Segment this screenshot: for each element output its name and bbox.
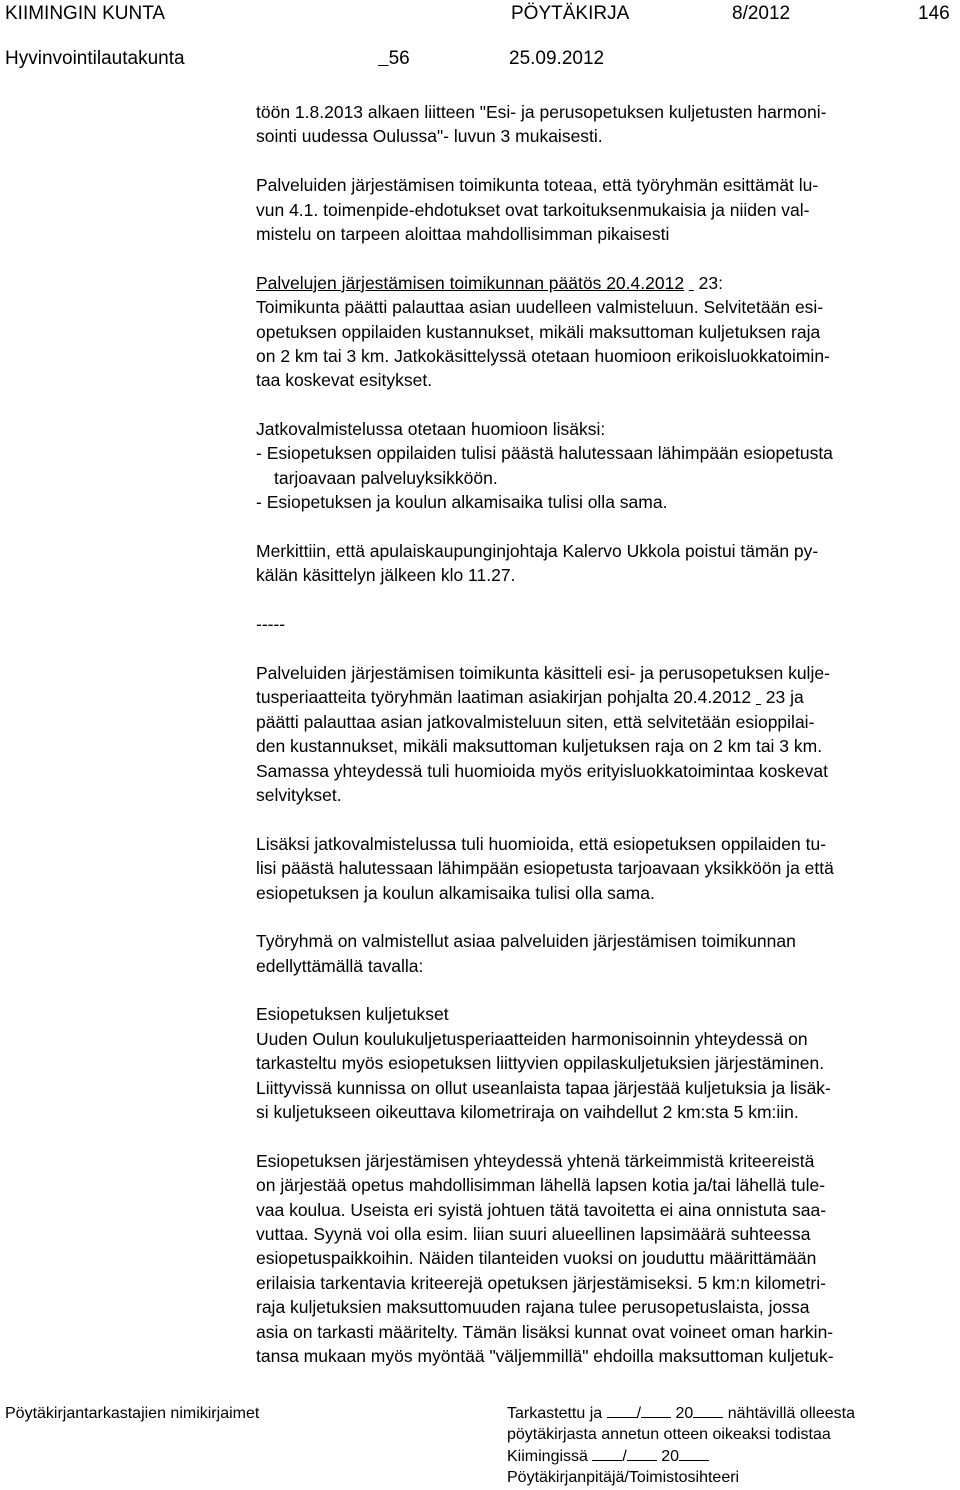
body-line: si kuljetukseen oikeuttava kilometriraja on vaihdellut 2 km:sta 5 km:iin. [256, 1102, 799, 1123]
footer-signatures: Pöytäkirjantarkastajien nimikirjaimet [5, 1405, 260, 1422]
body-line: mistelu on tarpeen aloittaa mahdollisimman pikaisesti [256, 223, 670, 244]
body-line: Esiopetuksen järjestämisen yhteydessä yhtenä tärkeimmistä kriteereistä [256, 1150, 815, 1171]
section-sign-icon [378, 48, 389, 69]
body-line: Liittyvissä kunnissa on ollut useanlaista tapaa järjestää kuljetuksia ja lisäk- [256, 1077, 831, 1098]
body-line: Palveluiden järjestämisen toimikunta käsitteli esi- ja perusopetuksen kulje- [256, 662, 830, 683]
section-number [378, 47, 410, 71]
body-line: on 2 km tai 3 km. Jatkokäsittelyssä otetaan huomioon erikoisluokkatoimin- [256, 345, 830, 366]
body-line: raja kuljetuksien maksuttomuuden rajana tulee perusopetuslaista, jossa [256, 1297, 810, 1318]
year-blank [693, 1403, 723, 1418]
month-blank [641, 1403, 671, 1418]
body-line: sointi uudessa Oulussa"- luvun 3 mukaisesti. [256, 126, 603, 147]
body-line: - Esiopetuksen ja koulun alkamisaika tulisi olla sama. [256, 492, 668, 513]
body-line-text: tusperiaatteita työryhmän laatiman asiakirjan pohjalta 20.4.2012 [256, 687, 752, 708]
body-line: opetuksen oppilaiden kustannukset, mikäli maksuttoman kuljetuksen raja [256, 321, 821, 342]
footer-line-2: pöytäkirjasta annetun otteen oikeaksi todistaa [507, 1426, 831, 1443]
month-blank [627, 1446, 657, 1461]
body-line: esiopetuspaikkoihin. Näiden tilanteiden vuoksi on jouduttu määrittämään [256, 1248, 817, 1269]
body-line: asia on tarkasti määritelty. Tämän lisäksi kunnat ovat voineet oman harkin- [256, 1321, 834, 1342]
separator: ----- [256, 614, 286, 635]
body-line: edellyttämällä tavalla: [256, 955, 424, 976]
document-type: PÖYTÄKIRJA [511, 3, 630, 24]
body-line: Merkittiin, että apulaiskaupunginjohtaja Kalervo Ukkola poistui tämän py- [256, 541, 819, 562]
decision-section: 23: [693, 272, 724, 293]
body-line: päätti palauttaa asian jatkovalmisteluun siten, että selvitetään esioppilai- [256, 711, 815, 732]
meeting-date: 25.09.2012 [509, 48, 605, 69]
section-number-value: 56 [388, 48, 410, 69]
body-line: taa koskevat esitykset. [256, 370, 433, 391]
day-blank [607, 1403, 637, 1418]
body-line: erilaisia tarkentavia kriteerejä opetuksen järjestämiseksi. 5 km:n kilometri- [256, 1272, 826, 1293]
footer-year-prefix: 20 [675, 1405, 694, 1422]
body-line: tansa mukaan myös myöntää "väljemmillä" ehdoilla maksuttoman kuljetuk- [256, 1345, 834, 1366]
footer-place-line [507, 1446, 709, 1468]
body-line: Työryhmä on valmistellut asiaa palveluiden järjestämisen toimikunnan [256, 931, 796, 952]
body-line: vun 4.1. toimenpide-ehdotukset ovat tarkoituksenmukaisia ja niiden val- [256, 199, 810, 220]
body-line: töön 1.8.2013 alkaen liitteen "Esi- ja perusopetuksen kuljetusten harmoni- [256, 102, 827, 122]
footer-checked-line [507, 1403, 855, 1425]
body-line: esiopetuksen ja koulun alkamisaika tulisi olla sama. [256, 882, 655, 903]
decision-heading [256, 271, 956, 295]
body-line: Palveluiden järjestämisen toimikunta toteaa, että työryhmän esittämät lu- [256, 175, 819, 196]
body-line: Uuden Oulun koulukuljetusperiaatteiden harmonisoinnin yhteydessä on [256, 1028, 808, 1049]
body-line: Samassa yhteydessä tuli huomioida myös erityisluokkatoimintaa koskevat [256, 760, 828, 781]
day-blank [592, 1446, 622, 1461]
body-line: lisi päästä halutessaan lähimpään esiopetusta tarjoavaan yksikköön ja että [256, 858, 834, 879]
footer-public-view: nähtävillä olleesta [727, 1405, 855, 1422]
document-body [256, 100, 956, 1368]
footer-slash: / [622, 1448, 627, 1465]
body-line: tarkasteltu myös esiopetuksen liittyvien oppilaskuljetuksien järjestäminen. [256, 1053, 825, 1074]
body-line: Toimikunta päätti palauttaa asian uudelleen valmisteluun. Selvitetään esi- [256, 297, 824, 318]
body-line: Lisäksi jatkovalmistelussa tuli huomioida, että esiopetuksen oppilaiden tu- [256, 833, 827, 854]
body-line: selvitykset. [256, 784, 342, 805]
page-number: 146 [918, 3, 950, 24]
footer-slash: / [636, 1405, 642, 1422]
municipality-name: KIIMINGIN KUNTA [5, 3, 166, 24]
body-line [256, 685, 956, 709]
decision-heading-text: Palvelujen järjestämisen toimikunnan päätös 20.4.2012 [256, 272, 685, 293]
body-line: vuttaa. Syynä voi olla esim. liian suuri alueellinen lapsimäärä suhteessa [256, 1223, 811, 1244]
footer-line-4: Pöytäkirjanpitäjä/Toimistosihteeri [507, 1469, 740, 1486]
body-line: Jatkovalmistelussa otetaan huomioon lisäksi: [256, 419, 606, 440]
year-blank [679, 1446, 709, 1461]
footer-place: Kiimingissä [507, 1448, 588, 1465]
body-line: - Esiopetuksen oppilaiden tulisi päästä halutessaan lähimpään esiopetusta [256, 443, 833, 464]
body-line: on järjestää opetus mahdollisimman lähellä lapsen kotia ja/tai lähellä tule- [256, 1175, 826, 1196]
committee-name: Hyvinvointilautakunta [5, 48, 185, 69]
body-line: kälän käsittelyn jälkeen klo 11.27. [256, 565, 516, 586]
document-number: 8/2012 [732, 3, 791, 24]
body-line-section: 23 ja [760, 687, 804, 708]
subheading: Esiopetuksen kuljetukset [256, 1004, 449, 1025]
body-line: vaa koulua. Useista eri syistä johtuen tätä tavoitetta ei aina onnistuta saa- [256, 1199, 827, 1220]
body-line: den kustannukset, mikäli maksuttoman kuljetuksen raja on 2 km tai 3 km. [256, 736, 823, 757]
footer-year-prefix: 20 [661, 1448, 680, 1465]
footer-checked-label: Tarkastettu ja [507, 1405, 603, 1422]
body-line: tarjoavaan palveluyksikköön. [274, 467, 498, 488]
